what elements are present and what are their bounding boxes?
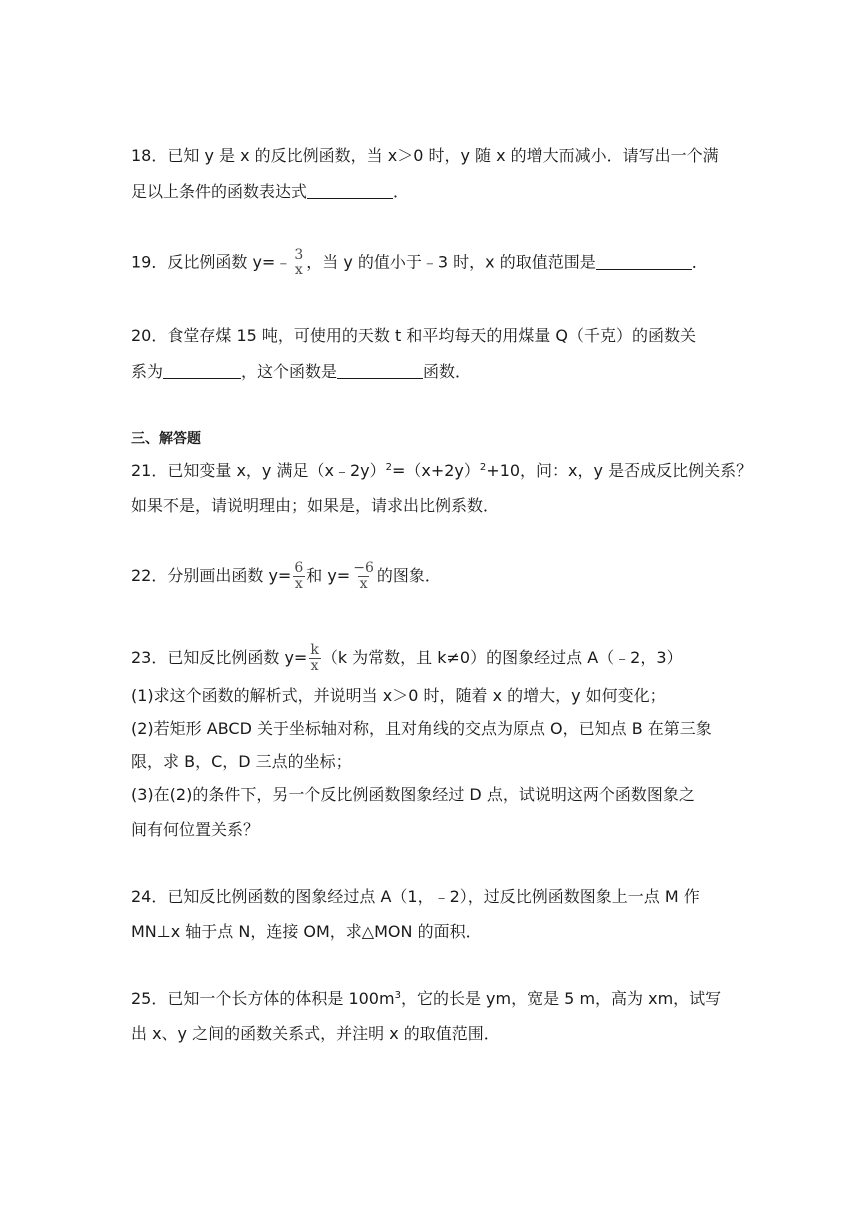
q19-frac-den: x [294,262,303,278]
q19-pre: 19．反比例函数 y=﹣ [131,252,292,272]
q19-end: ． [691,252,708,272]
q21-text-a: 21．已知变量 x，y 满足（x﹣2y） [131,461,386,480]
q19-mid: ，当 y 的值小于﹣3 时，x 的取值范围是 [306,252,596,272]
q20-mid: ，这个函数是 [241,362,338,381]
q20-pre: 系为 [131,362,164,381]
q22-frac1-num: 6 [294,560,304,576]
q23-line1 [131,643,683,674]
q18-line2 [131,181,409,203]
section-heading: 三、解答题 [131,431,201,447]
q23-post: （k 为常数，且 k≠0）的图象经过点 A（﹣2，3） [321,648,683,667]
q22-frac2-den: x [359,576,368,592]
q25-line2: 出 x、y 之间的函数关系式，并注明 x 的取值范围． [131,1024,500,1043]
q21-text-b: =（x+2y） [391,461,480,480]
q20-line1: 20．食堂存煤 15 吨，可使用的天数 t 和平均每天的用煤量 Q（千克）的函数关 [131,326,697,345]
q22-frac2-num: −6 [353,560,374,576]
q22-frac1-den: x [294,576,303,592]
q21-sup1: 2 [385,462,392,473]
q23-part3-line1: (3)在(2)的条件下，另一个反比例函数图象经过 D 点，试说明这两个函数图象之 [131,785,695,804]
q21-text-c: +10，问：x，y 是否成反比例关系？ [486,461,753,480]
q24-line2: MN⊥x 轴于点 N，连接 OM，求△MON 的面积． [131,922,482,941]
answer-blank-19[interactable] [596,253,692,270]
q23-part3-line2: 间有何位置关系？ [131,820,260,839]
q23-fraction [308,643,320,674]
q20-line2 [131,361,471,383]
q21-sup2: 2 [479,462,487,473]
q25-text-a: 25．已知一个长方体的体积是 100m [131,989,395,1008]
q22-line [131,561,441,592]
q23-pre: 23．已知反比例函数 y= [131,648,308,667]
q23-frac-num: k [310,642,319,658]
q24-line1: 24．已知反比例函数的图象经过点 A（1，﹣2），过反比例函数图象上一点 M 作 [131,887,700,906]
q22-end: 的图象． [376,566,441,585]
q25-sup: 3 [394,990,401,1001]
q19-fraction [292,248,305,278]
q23-part2-line2: 限，求 B，C，D 三点的坐标； [131,752,352,771]
q23-part1: (1)求这个函数的解析式，并说明当 x＞0 时，随着 x 的增大，y 如何变化； [131,686,666,705]
q22-mid: 和 y= [306,566,351,585]
q25-line1 [131,988,721,1010]
q18-line1: 18．已知 y 是 x 的反比例函数，当 x＞0 时，y 随 x 的增大而减小．请写出一个满 [131,146,719,165]
q20-end: 函数． [423,362,472,381]
q21-line1 [131,460,752,482]
q23-frac-den: x [310,658,319,674]
q23-part2-line1: (2)若矩形 ABCD 关于坐标轴对称，且对角线的交点为原点 O，已知点 B 在第三象 [131,719,712,738]
q22-fraction-1 [292,561,305,592]
answer-blank-18[interactable] [307,182,393,199]
q19-frac-num: 3 [294,247,304,263]
answer-blank-20a[interactable] [163,362,241,379]
q22-fraction-2 [351,561,376,592]
q18-text: 足以上条件的函数表达式 [131,182,308,201]
q21-line2: 如果不是，请说明理由；如果是，请求出比例系数． [131,496,500,515]
q25-text-b: ，它的长是 ym，宽是 5 m，高为 xm，试写 [400,989,722,1008]
q19-line [131,248,708,278]
q18-end: ． [393,182,410,201]
answer-blank-20b[interactable] [337,362,423,379]
q22-pre: 22．分别画出函数 y= [131,566,292,585]
